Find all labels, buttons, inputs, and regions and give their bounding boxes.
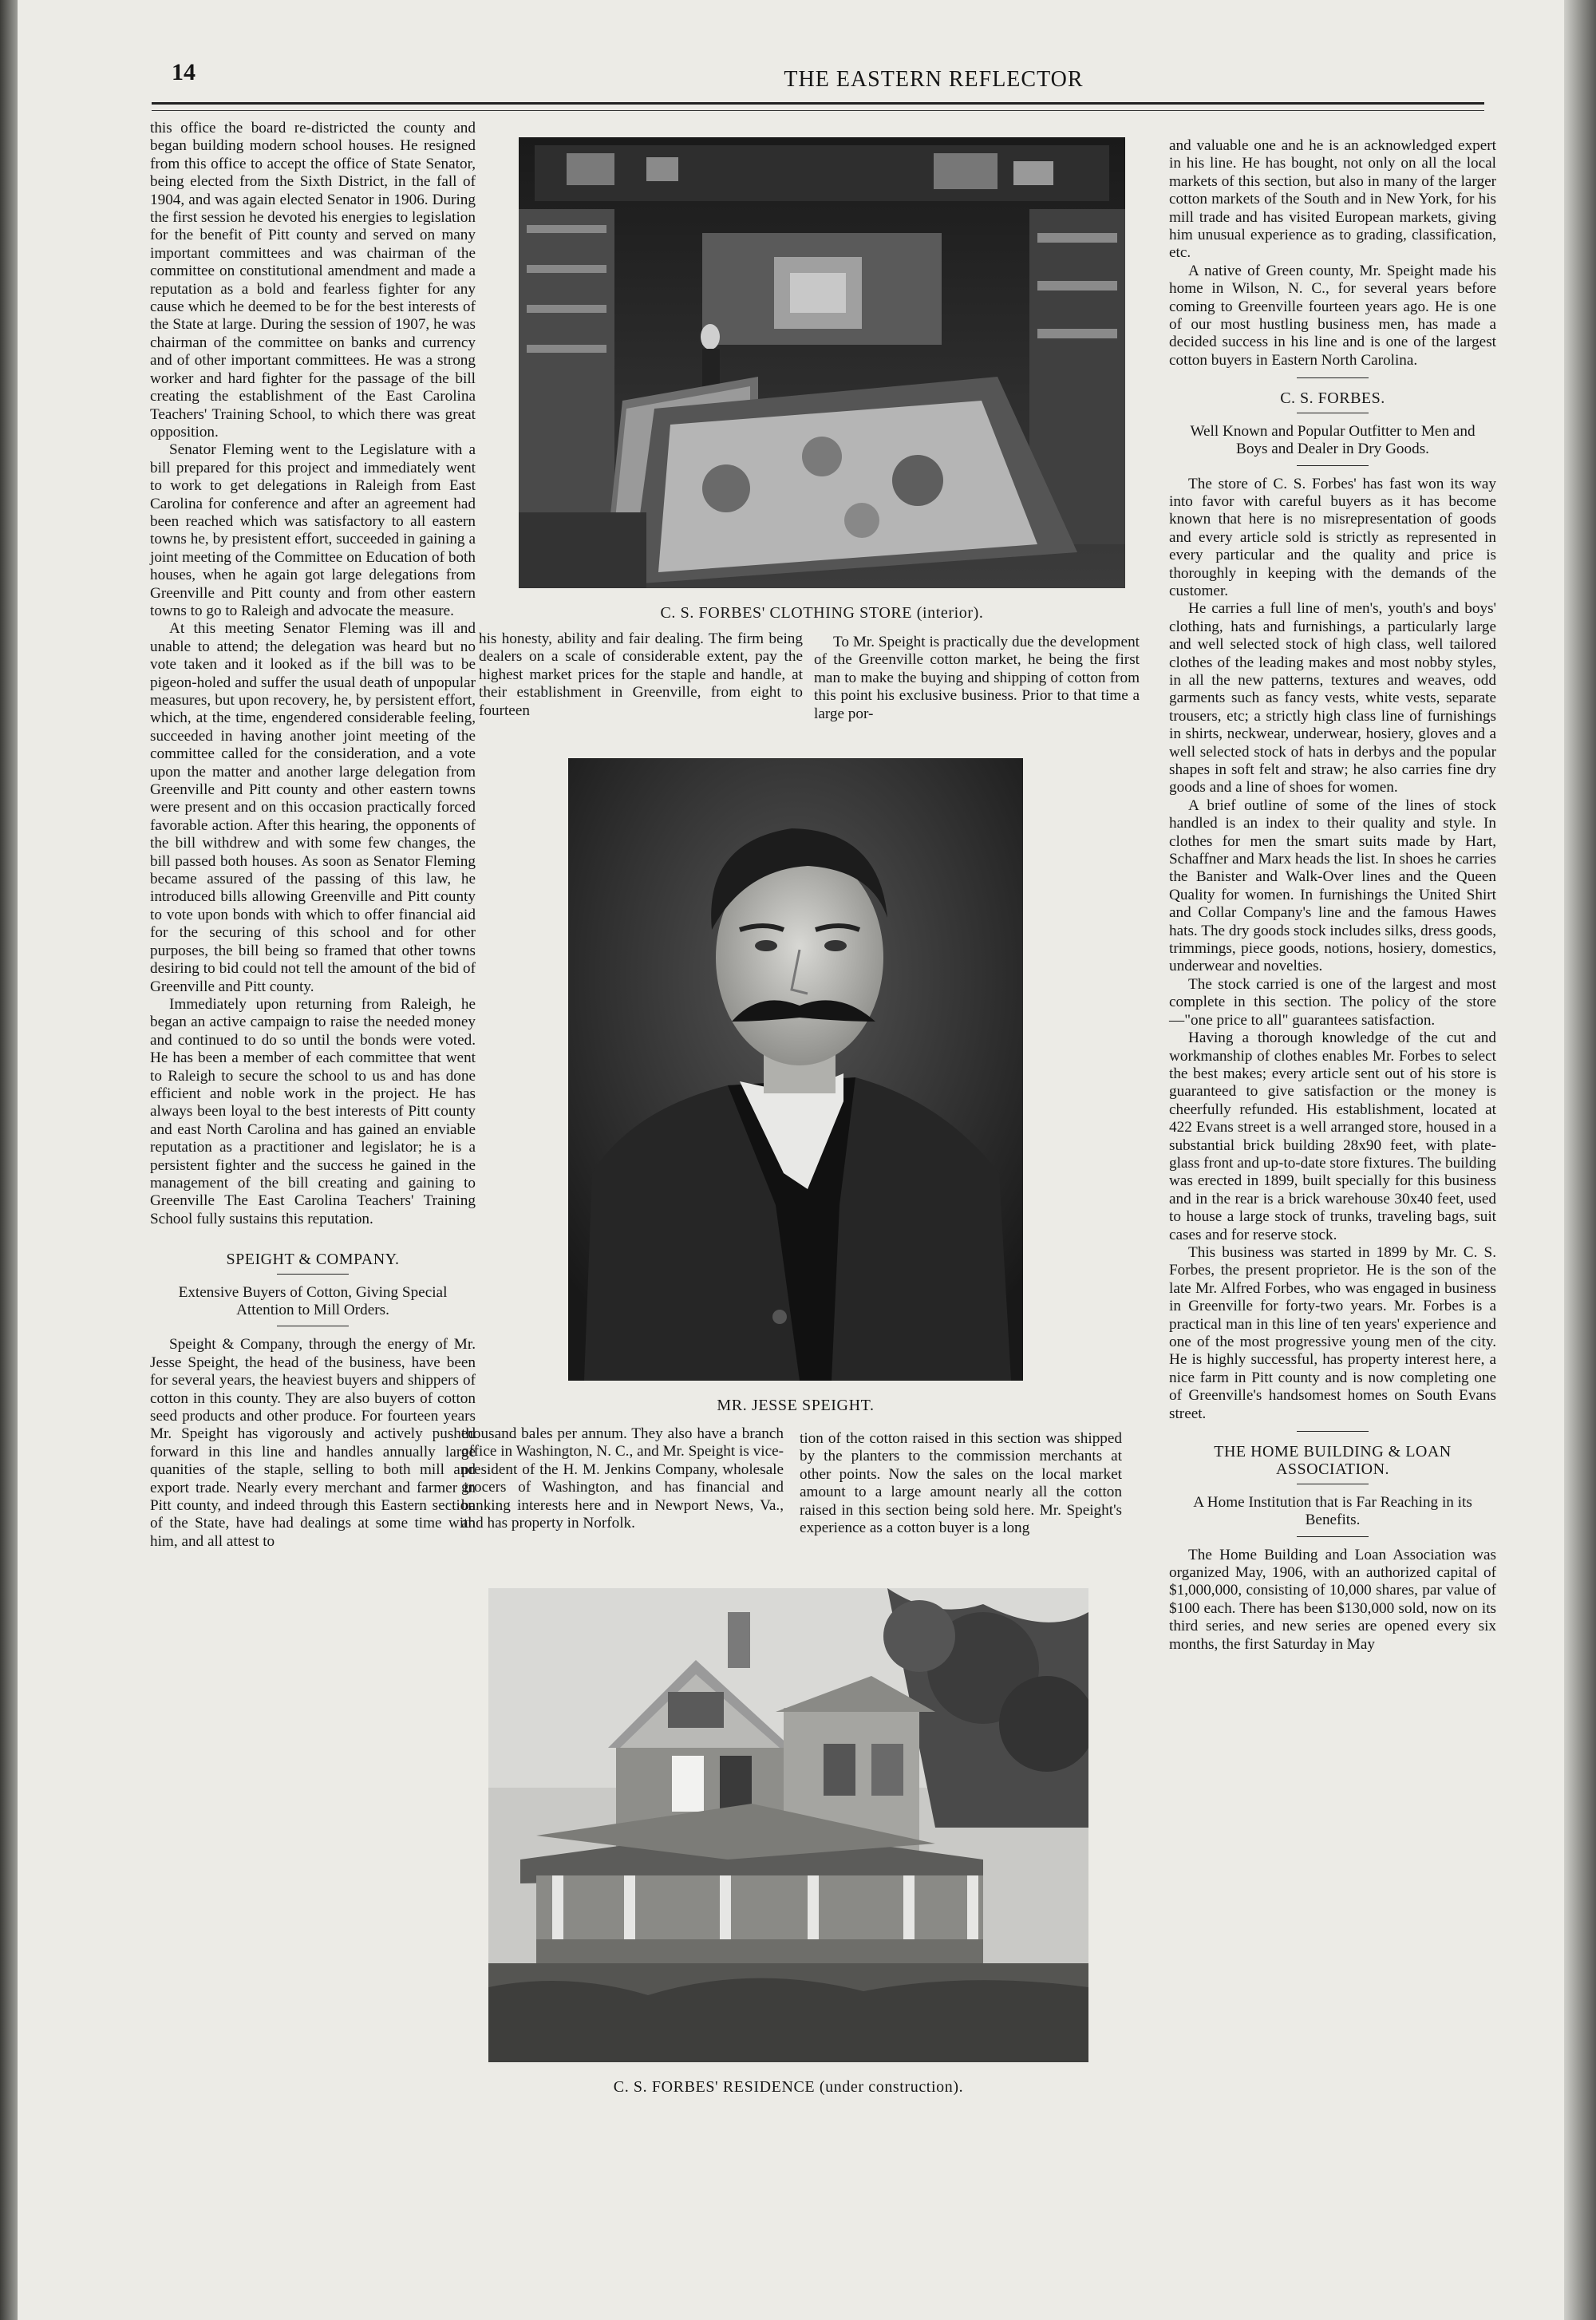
paragraph: A brief outline of some of the lines of stock handled is an index to their quality and style. In clothes for men the smart suits made by Hart, Schaffner and Marx heads the list. In shoes he carries the Banister and Walk-Over lines and the Queen Quality for women. In furnishings the United Shirt and Collar Company's line and the famous Hawes hats. The dry goods stock includes silks, dress goods, trimmings, piece goods, notions, hosiery, domestics, underwear and novelties.	[1169, 796, 1496, 975]
portrait-caption: MR. JESSE SPEIGHT.	[717, 1397, 875, 1414]
header-rule	[152, 102, 1484, 105]
divider	[1297, 465, 1369, 466]
section-subheading: Extensive Buyers of Cotton, Giving Special Attention to Mill Orders.	[178, 1283, 448, 1318]
masthead: THE EASTERN REFLECTOR	[784, 67, 1084, 92]
paragraph: this office the board re-districted the county and began building modern school houses. He resigned from this office to accept the office of State Senator, being elected from the Sixth District, in the fall of 1904, and was again elected Senator in 1906. During the first session he devoted his energies to legislation for the benefit of Pitt county and served on many important committees and was chairman of the committee on constitutional amendment and made a reputation as a bold and fearless fighter for any cause which he deemed to be for the best interests of the State at large. During the session of 1907, he was chairman of the committee on banks and currency and of other important committees. He was a strong worker and hard fighter for the passage of the bill creating the establishment of the East Carolina Teachers' Training School, to which there was great opposition.	[150, 120, 476, 441]
divider	[1297, 377, 1369, 378]
paragraph: Senator Fleming went to the Legislature with a bill prepared for this project and immediately went to work to get delegations in Raleigh from East Carolina for conference and after an agreement had been reached which was satisfactory to all eastern towns he, by presistent effort, succeeded in gaining a joint meeting of the Committee on Education of both houses, when he again got large delegations from Greenville and Pitt county and from other eastern towns to go to Raleigh and advocate the measure.	[150, 441, 476, 619]
paragraph: A native of Green county, Mr. Speight made his home in Wilson, N. C., for several years before coming to Greenville fourteen years ago. He is one of our most hustling business men, has made a decided success in his line and is one of the largest cotton buyers in Eastern North Carolina.	[1169, 262, 1496, 369]
section-heading: THE HOME BUILDING & LOAN ASSOCIATION.	[1214, 1443, 1452, 1479]
paragraph: The Home Building and Loan Association was organized May, 1906, with an authorized capital of $1,000,000, consisting of 10,000 shares, par value of $100 each. There has been $130,000 sold, now on its third series, and new series are opened every six months, the first Saturday in May	[1169, 1546, 1496, 1653]
divider	[277, 1274, 349, 1275]
column-left	[150, 120, 476, 1551]
divider	[1297, 1431, 1369, 1432]
column-middle-bottom-right	[800, 1430, 1122, 1537]
divider	[1297, 1536, 1369, 1537]
section-heading: C. S. FORBES.	[1280, 389, 1385, 408]
store-interior-photo	[519, 137, 1125, 588]
section-subheading: A Home Institution that is Far Reaching in its Benefits.	[1193, 1493, 1472, 1529]
paragraph: his honesty, ability and fair dealing. The firm being dealers on a scale of considerable extent, pay the highest market prices for the staple and handle, at their establishment in Greenville, from eight to fourteen	[479, 630, 803, 719]
store-photo-caption: C. S. FORBES' CLOTHING STORE (interior).	[660, 604, 984, 622]
paragraph: The store of C. S. Forbes' has fast won its way into favor with careful buyers as it has become known that here is no misrepresentation of goods and every article sold is strictly as represented in every particular and the quality and price is thoroughly in keeping with the demands of the customer.	[1169, 475, 1496, 599]
paragraph: Immediately upon returning from Raleigh, he began an active campaign to raise the needed money and continued to do so until the bonds were voted. He has been a member of each committee that went to Raleigh to secure the school to us and has done efficient and noble work in the project. He has always been loyal to the best interests of Pitt county and east North Carolina and has gained an enviable reputation as a practitioner and legislator; he is a persistent fighter and the success he gained in the management of the bill creating and gaining to Greenville The East Carolina Teachers' Training School fully sustains this reputation.	[150, 995, 476, 1227]
paragraph: tion of the cotton raised in this section was shipped by the planters to the commission merchants at other points. Now the sales on the local market amount to a large amount nearly all the cotton raised in this section being sold here. Mr. Speight's experience as a cotton buyer is a long	[800, 1430, 1122, 1537]
residence-photo-caption: C. S. FORBES' RESIDENCE (under construction).	[613, 2078, 964, 2096]
paragraph: Having a thorough knowledge of the cut and workmanship of clothes enables Mr. Forbes to select the best makes; every article sent out of his store is guaranteed to give satisfaction or the money is cheerfully refunded. His establishment, located at 422 Evans street is a well arranged store, housed in a substantial brick building 28x90 feet, with plate-glass front and up-to-date store fixtures. The building was erected in 1899, built specially for this business and in the rear is a brick warehouse 30x40 feet, used to house a large stock of trunks, traveling bags, suit cases and for reserve stock.	[1169, 1030, 1496, 1243]
paragraph: and valuable one and he is an acknowledged expert in his line. He has bought, not only on all the local markets of this section, but also in many of the larger cotton markets of the South and in New York, for his mill trade and has visited European markets, giving him unusual experience as to grading, classification, etc.	[1169, 137, 1496, 262]
paragraph: To Mr. Speight is practically due the development of the Greenville cotton market, he being the first man to make the buying and shipping of cotton from this point his exclusive business. Prior to that time a large por-	[814, 634, 1140, 722]
residence-photo	[488, 1588, 1088, 2062]
paragraph: thousand bales per annum. They also have a branch office in Washington, N. C., and Mr. Speight is vice-president of the H. M. Jenkins Company, wholesale grocers of Washington, and has financial and banking interests here and in Newport News, Va., and has property in Norfolk.	[461, 1425, 784, 1532]
paragraph: This business was started in 1899 by Mr. C. S. Forbes, the present proprietor. He is the son of the late Mr. Alfred Forbes, who was engaged in business in Greenville for forty-two years. Mr. Forbes is a practical man in this line of ten years' experience and one of the most progressive young men of the city. He is highly successful, has property interest here, a nice farm in Pitt county and is now completing one of Greenville's handsomest homes on South Evans street.	[1169, 1243, 1496, 1422]
column-middle-top-left	[479, 630, 803, 720]
jesse-speight-portrait	[568, 758, 1023, 1381]
header-rule-thin	[152, 110, 1484, 111]
column-middle-top-right	[814, 634, 1140, 723]
paragraph: He carries a full line of men's, youth's and boys' clothing, hats and furnishings, a particularly large and well selected stock of high class, well tailored clothes of the leading makes and most nobby styles, in all the new patterns, textures and weaves, odd garments such as fancy vests, white vests, separate trousers, etc; a strictly high class line of furnishings in shirts, neckwear, underwear, hosiery, gloves and a well selected stock of hats in derbys and the popular shapes in soft felt and straw; he also carries fine dry goods and a line of shoes for women.	[1169, 600, 1496, 796]
section-heading: SPEIGHT & COMPANY.	[226, 1251, 400, 1269]
section-subheading: Well Known and Popular Outfitter to Men and Boys and Dealer in Dry Goods.	[1190, 422, 1476, 458]
paragraph: Speight & Company, through the energy of Mr. Jesse Speight, the head of the business, have been for several years, the heaviest buyers and shippers of cotton in this county. They are also buyers of cotton seed products and other produce. For fourteen years Mr. Speight has vigorously and actively pushed forward in this line and handles annually large quanities of the staple, selling to both mill and export trade. Nearly every merchant and farmer in Pitt county, and indeed through this Eastern section of the State, have had dealings at some time with him, and all attest to	[150, 1336, 476, 1550]
paragraph: The stock carried is one of the largest and most complete in this section. The policy of the store—"one price to all" guarantees satisfaction.	[1169, 975, 1496, 1029]
paragraph: At this meeting Senator Fleming was ill and unable to attend; the delegation was heard but no vote taken and it looked as if the bill was to be pigeon-holed and suffer the usual death of unpopular measures, but upon recovery, he, by persistent effort, which, at the time, engendered considerable feeling, succeeded in having another joint meeting of the committee called for the consideration, and a vote upon the matter and another large delegation from Greenville and Pitt county and other eastern towns were present and on this occasion practically forced favorable action. After this hearing, the opponents of the bill withdrew and with some few changes, the bill passed both houses. As soon as Senator Fleming became assured of the passing of this law, he introduced bills allowing Greenville and Pitt county to vote upon bonds with which to offer financial aid for the securing of this school and for other purposes, the bill being so framed that other towns desiring to bid could not tell the amount of the bid of Greenville and Pitt county.	[150, 620, 476, 995]
page-number: 14	[172, 59, 196, 85]
column-right	[1169, 137, 1496, 1654]
column-middle-bottom-left	[461, 1425, 784, 1532]
